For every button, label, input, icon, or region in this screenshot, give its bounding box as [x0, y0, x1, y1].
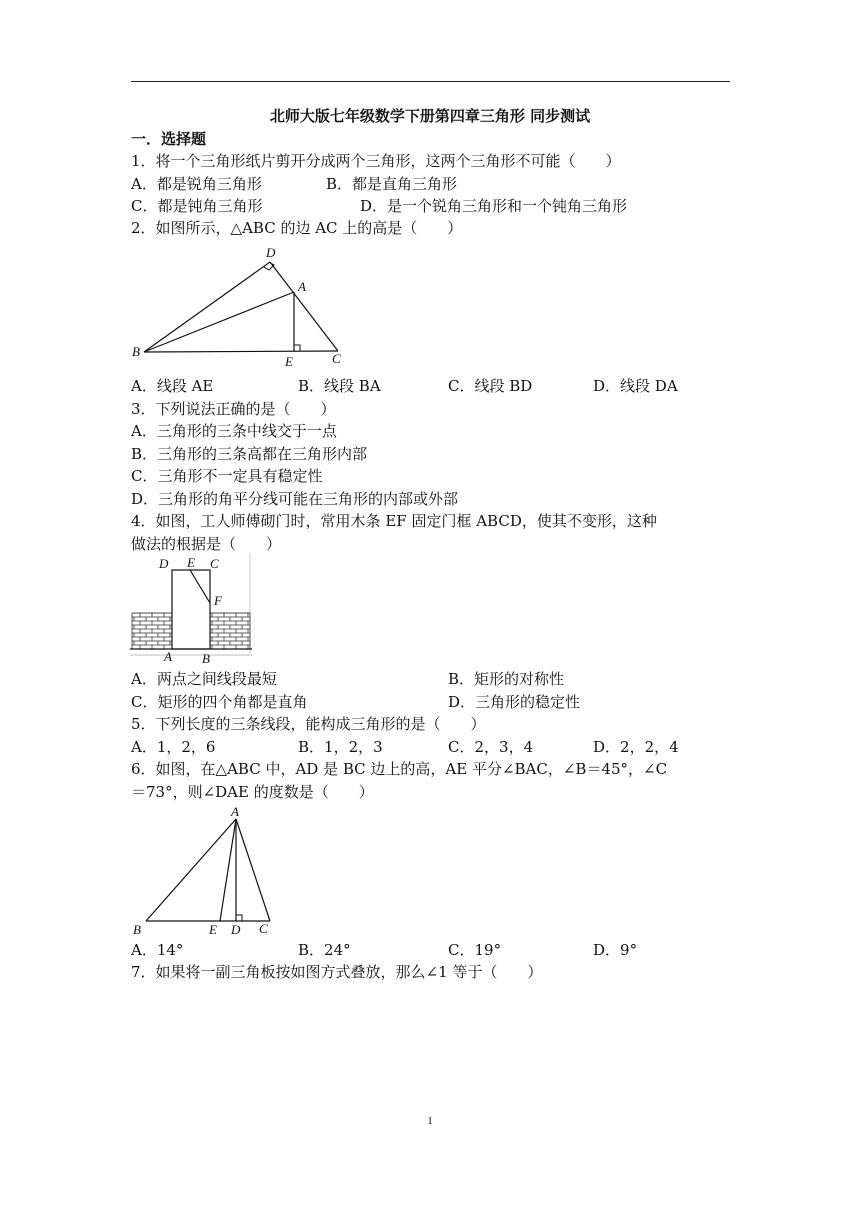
q4-option-c: C．矩形的四个角都是直角 — [131, 693, 308, 711]
section-heading: 一．选择题 — [131, 130, 207, 148]
q4-label-e: E — [187, 555, 195, 570]
q4-stem-line1: 4．如图，工人师傅砌门时，常用木条 EF 固定门框 ABCD，使其不变形，这种 — [131, 512, 657, 530]
page-title: 北师大版七年级数学下册第四章三角形 同步测试 — [269, 107, 591, 125]
q1-option-a: A．都是锐角三角形 — [131, 175, 262, 193]
q4-option-a: A．两点之间线段最短 — [131, 670, 277, 688]
q4-label-c: C — [210, 556, 219, 571]
q2-option-d: D．线段 DA — [593, 377, 678, 395]
q2-option-c: C．线段 BD — [448, 377, 533, 395]
q6-label-a: A — [231, 804, 239, 819]
q1-option-d: D．是一个锐角三角形和一个钝角三角形 — [360, 197, 628, 215]
q4-label-f: F — [214, 593, 222, 608]
q2-stem: 2．如图所示，△ABC 的边 AC 上的高是（ ） — [131, 219, 463, 237]
q2-option-a: A．线段 AE — [131, 377, 214, 395]
q3-option-c: C．三角形不一定具有稳定性 — [131, 467, 323, 485]
q4-door-frame-figure — [128, 553, 254, 665]
q6-option-a: A．14° — [131, 941, 184, 959]
q5-stem: 5．下列长度的三条线段，能构成三角形的是（ ） — [131, 715, 486, 733]
q1-option-b: B．都是直角三角形 — [326, 175, 458, 193]
q2-label-d: D — [266, 245, 276, 260]
q4-label-d: D — [159, 556, 169, 571]
q3-option-a: A．三角形的三条中线交于一点 — [131, 422, 337, 440]
q4-stem-line2: 做法的根据是（ ） — [131, 535, 282, 553]
q2-option-b: B．线段 BA — [298, 377, 381, 395]
q6-option-b: B．24° — [298, 941, 351, 959]
q2-triangle-figure — [128, 243, 358, 371]
q2-label-b: B — [132, 344, 140, 359]
q6-option-c: C．19° — [448, 941, 502, 959]
q6-label-e: E — [209, 922, 217, 937]
q4-option-b: B．矩形的对称性 — [448, 670, 565, 688]
q6-stem-line1: 6．如图，在△ABC 中，AD 是 BC 边上的高，AE 平分∠BAC，∠B＝45°，∠C — [131, 760, 668, 778]
q3-option-b: B．三角形的三条高都在三角形内部 — [131, 445, 368, 463]
q6-stem-line2: ＝73°，则∠DAE 的度数是（ ） — [131, 783, 374, 801]
q1-stem: 1．将一个三角形纸片剪开分成两个三角形，这两个三角形不可能（ ） — [131, 152, 621, 170]
q1-option-c: C．都是钝角三角形 — [131, 197, 263, 215]
q6-label-d: D — [231, 922, 241, 937]
q5-option-b: B．1，2，3 — [298, 738, 383, 756]
q5-option-a: A．1，2，6 — [131, 738, 216, 756]
q2-label-c: C — [332, 351, 341, 366]
header-rule — [131, 81, 730, 82]
q6-option-d: D．9° — [593, 941, 638, 959]
page-number: 1 — [427, 1115, 433, 1127]
q6-label-b: B — [133, 922, 141, 937]
q3-option-d: D．三角形的角平分线可能在三角形的内部或外部 — [131, 490, 459, 508]
q2-label-a: A — [298, 279, 306, 294]
q6-triangle-figure — [128, 803, 278, 937]
q4-option-d: D．三角形的稳定性 — [448, 693, 581, 711]
q7-stem: 7．如果将一副三角板按如图方式叠放，那么∠1 等于（ ） — [131, 963, 543, 981]
q4-label-a: A — [164, 649, 172, 664]
q4-label-b: B — [202, 651, 210, 665]
q3-stem: 3．下列说法正确的是（ ） — [131, 400, 336, 418]
q2-label-e: E — [285, 354, 293, 369]
q5-option-d: D．2，2，4 — [593, 738, 679, 756]
q5-option-c: C．2，3，4 — [448, 738, 534, 756]
q6-label-c: C — [259, 921, 268, 936]
